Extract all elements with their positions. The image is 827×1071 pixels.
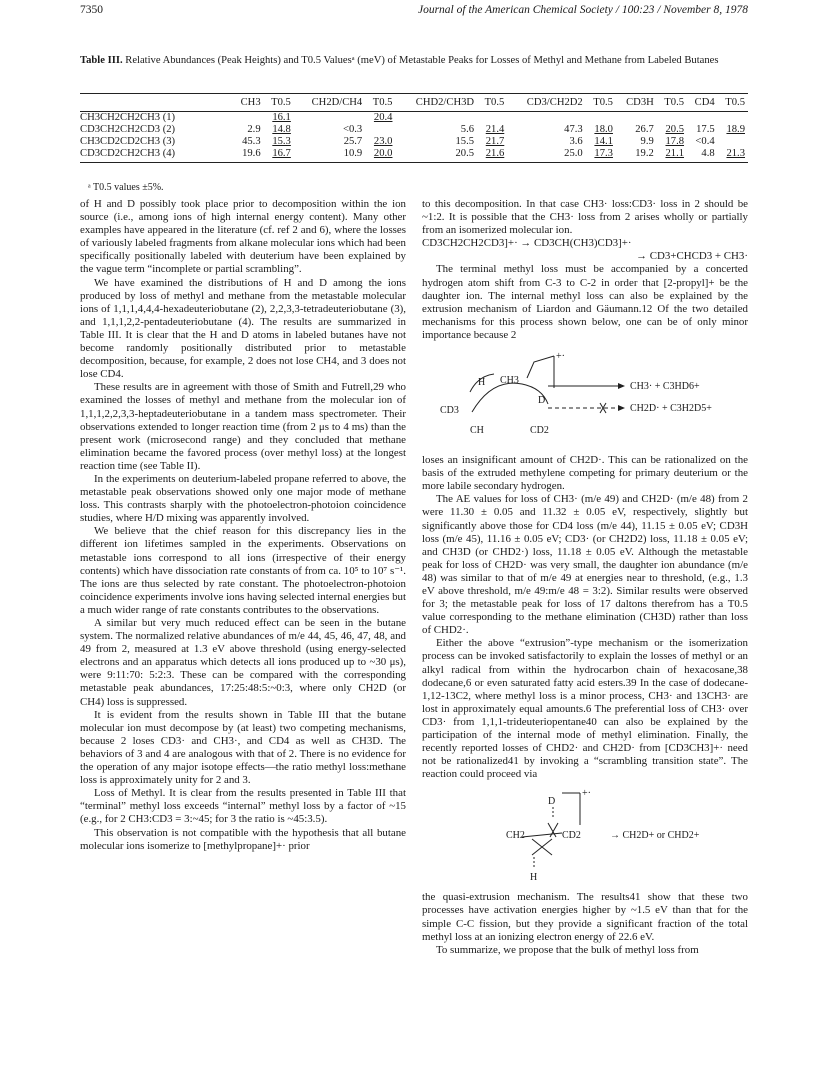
- equation-line-1: CD3CH2CH2CD3]+· → CD3CH(CH3)CD3]+·: [422, 237, 632, 250]
- table-cell: 9.9: [640, 136, 654, 148]
- label-d: D: [538, 395, 546, 407]
- table-row: [80, 112, 748, 125]
- table-row: [80, 136, 748, 148]
- table-cell: 21.3: [718, 148, 748, 163]
- equation: [422, 237, 748, 263]
- paragraph: To summarize, we propose that the bulk of methyl loss from: [436, 943, 699, 956]
- mechanism-scheme-2: [422, 785, 748, 889]
- th-cd4: CD4: [687, 94, 718, 112]
- table-cell: 20.4: [373, 112, 393, 124]
- table-cell: 17.3: [586, 148, 616, 163]
- label-product-2: CH2D· + C3H2D5+: [630, 403, 712, 415]
- th-chd2: CHD2/CH3D: [395, 94, 477, 112]
- page-header: [80, 0, 748, 18]
- th-t1: T0.5: [264, 94, 294, 112]
- paragraph: In the experiments on deuterium-labeled propane referred to above, the metastable peak observations showed only one major mode of methane loss. This contrasts sharply with the photoelectron-photoion coincidence studies, where H/D mixing was apparently involved.: [80, 472, 406, 525]
- paragraph: to this decomposition. In that case CH3· loss:CD3· loss in 2 should be ~1:2. It is possible that the CH3· loss from 2 arises wholly or partially from an isomerized molecular ion.: [422, 198, 748, 237]
- table-cell: 20.5: [665, 124, 685, 136]
- label-h: H: [478, 377, 486, 389]
- label-d: D: [548, 796, 556, 808]
- label-ch3: CH3: [500, 375, 519, 387]
- table-cell: 14.1: [594, 136, 613, 148]
- table-cell: 17.8: [665, 136, 685, 148]
- table-caption-text: Relative Abundances (Peak Heights) and T0.5 Valuesᵃ (meV) of Metastable Peaks for Losses of Methyl and Methane from Labeled Butanes: [125, 55, 719, 66]
- table-cell: [365, 124, 395, 136]
- bracket: [527, 356, 554, 378]
- table-cell: [718, 112, 748, 125]
- table-row: [80, 124, 748, 136]
- table-cell: 25.7: [343, 136, 363, 148]
- table-cell: 26.7: [635, 124, 654, 136]
- table-cell: 15.3: [272, 136, 291, 148]
- journal-title: Journal of the American Chemical Society / 100:23 / November 8, 1978: [417, 4, 748, 16]
- label-cd3: CD3: [440, 405, 459, 417]
- table-caption: [80, 55, 748, 68]
- th-ch2d: CH2D/CH4: [294, 94, 365, 112]
- table-footnote: ᵃ T0.5 values ±5%.: [88, 182, 164, 193]
- paragraph: of H and D possibly took place prior to decomposition within the ion source (i.e., among ions of high internal energy content). Many other examples have appeared in the literature (cf. ref 2 and 6), where the losses of variously labeled fragments from alkane molecular ions which had been specifically positionally labeled with deuterium have been explained by the vague term “incomplete or partial scrambling”.: [80, 198, 407, 276]
- paragraph: It is evident from the results shown in Table III that the butane molecular ion must decompose by (at least) two competing mechanisms, because 2 loses CD3· and CH3·, and CD4 as well as CH3D. The behaviors of 3 and 4 are analogous with that of 2. There is no evidence for the operation of any major isotope effects—the ratio methyl loss:methane loss is approximately unity for 2 and 3.: [80, 708, 406, 787]
- table-cell: 4.8: [687, 148, 718, 163]
- table-cell: [687, 112, 718, 125]
- table-cell: <0.3: [343, 124, 363, 136]
- cell-compound: CH3CD2CD2CH3 (3): [80, 136, 176, 148]
- table-cell: 21.7: [485, 136, 505, 148]
- table-cell: 16.1: [272, 112, 291, 124]
- paragraph: We believe that the chief reason for this discrepancy lies in the different ion lifetimes sampled in the experiments. Observations on metastable ions correspond to all ions (irrespective of their energy contents) which have dissociation rate constants of from ca. 10⁵ to 10⁷ s⁻¹. The ions are thus selected by rate constant. The photoelectron-photoion coincidence experiments involve ions having selected internal energies but a much wider range of rate constants contributes to the observations.: [80, 525, 406, 616]
- label-ch: CH: [470, 425, 484, 437]
- th-cd3: CD3/CH2D2: [507, 94, 585, 112]
- table-cell: 20.5: [395, 148, 477, 163]
- label-h: H: [530, 872, 538, 884]
- page-number: 7350: [80, 4, 103, 16]
- table-cell: [395, 112, 477, 125]
- th-t3: T0.5: [477, 94, 507, 112]
- table-cell: 18.0: [594, 124, 613, 136]
- table-cell: [477, 112, 507, 125]
- table-cell: [616, 112, 657, 125]
- table-cell: 45.3: [242, 136, 261, 148]
- label-cd2: CD2: [562, 830, 581, 842]
- label-product: → CH2D+ or CHD2+: [610, 830, 700, 842]
- th-ch3: CH3: [233, 94, 264, 112]
- table-cell: <0.4: [695, 136, 715, 148]
- table-cell: [233, 112, 264, 125]
- arrow-head-1: [618, 383, 625, 389]
- table-cell: [294, 112, 365, 125]
- th-t6: T0.5: [718, 94, 748, 112]
- label-charge: +·: [582, 788, 591, 800]
- cell-compound: CH3CH2CH2CH3 (1): [80, 112, 176, 124]
- table-cell: 21.4: [485, 124, 505, 136]
- paragraph: Loss of Methyl. It is clear from the results presented in Table III that “terminal” methyl loss exceeds “internal” methyl loss by a factor of ~15 (e.g., for 2 CH3:CD3 = 3:~45; for 3 the ratio is ~45:3.5).: [80, 787, 406, 826]
- bond: [548, 823, 556, 837]
- table-cell: 16.7: [264, 148, 294, 163]
- table-cell: 10.9: [294, 148, 365, 163]
- table-cell: 5.6: [460, 124, 475, 136]
- table-cell: 18.9: [726, 124, 745, 136]
- table-cell: 2.9: [247, 124, 261, 136]
- equation-line-2: → CD3+CHCD3 + CH3·: [636, 250, 748, 263]
- cell-compound: CD3CD2CH2CH3 (4): [80, 148, 233, 163]
- th-t5: T0.5: [657, 94, 687, 112]
- label-cd2: CD2: [530, 425, 549, 437]
- table-cell: 21.1: [657, 148, 687, 163]
- table-cell: 47.3: [564, 124, 583, 136]
- paragraph: The AE values for loss of CH3· (m/e 49) and CH2D· (m/e 48) from 2 were 11.30 ± 0.05 and 11.32 ± 0.05 eV, respectively, slightly but significantly above those for CD4 loss (m/e 44), 11.15 ± 0.05 eV; CD3H loss (m/e 45), 11.16 ± 0.05 eV; CD3· (or CH2D2) loss, 11.18 ± 0.05 eV; and CH3D (or CHD2·) loss, 11.18 ± 0.05 eV. Although the metastable peak for loss of CH2D· was very small, the daughter ion abundance (m/e 48) was similar to that of m/e 49 at energies near to threshold, (e.g., 1.3 eV above threshold, m/e 49:m/e 48 = 3:2). Similar results were observed for 3; the metastable peak for loss of 17 daltons therefrom has a T0.5 value corresponding to the methane elimination (CH3D) rather than loss of CHD2·.: [422, 493, 748, 637]
- table-cell: [657, 112, 687, 125]
- table-label: Table III.: [80, 55, 123, 66]
- table-cell: 19.2: [616, 148, 657, 163]
- th-t2: T0.5: [365, 94, 395, 112]
- paragraph: Either the above “extrusion”-type mechanism or the isomerization process can be invoked satisfactorily to explain the losses of methyl or an alkyl radical from within the hydrocarbon chain of hexacosane,38 dodecane,6 or even saturated fatty acid esters.39 In the case of dodecane-1,12-13C2, where methyl loss is a minor process, CH3· and 13CH3· are lost in approximately equal amounts.6 The preferential loss of CH3· over CD3· from 1,1,1-trideuteriopentane40 can also be explained by the participation of the internal mode of methyl elimination. Finally, the recently reported losses of CHD2· and CH2D· from [CD3CH3]+· need not be rationalized41 by invoking a “scrambling transition state”. The reaction could proceed via: [422, 637, 748, 781]
- th-cd3h: CD3H: [616, 94, 657, 112]
- data-table: [80, 93, 748, 163]
- table-cell: 14.8: [272, 124, 291, 136]
- th-t4: T0.5: [586, 94, 616, 112]
- table-cell: 21.6: [477, 148, 507, 163]
- arrow-head-2: [618, 405, 625, 411]
- label-ch2: CH2: [506, 830, 525, 842]
- table-header-row: [80, 94, 748, 112]
- mechanism-scheme-1: [422, 348, 748, 452]
- paragraph: The terminal methyl loss must be accompanied by a concerted hydrogen atom shift from C-3 to C-2 in order that [2-propyl]+ be the daughter ion. The internal methyl loss can also be explained by the extrusion mechanism of Liardon and Gäumann.12 Of the two detailed mechanisms for this process shown below, one can be of only minor importance because 2: [422, 263, 748, 341]
- table-cell: 3.6: [569, 136, 583, 148]
- bond: [550, 823, 558, 837]
- paragraph: A similar but very much reduced effect can be seen in the butane system. The normalized relative abundances of m/e 44, 45, 46, 47, 48, and 49 from 2, measured at 1.3 eV above threshold (using energy-selected electrons and an apparatus which detects all ions produced up to ~30 μs), were 9:11:70: 5:2:3. These can be compared with the corresponding metastable peak abundances, 17:25:48:5:~0:3, where only CH2D (or CH4) loss is suppressed.: [80, 617, 406, 708]
- paragraph: loses an insignificant amount of CH2D·. This can be rationalized on the basis of the extruded methylene competing for primary deuterium or the more labile secondary hydrogen.: [422, 454, 748, 493]
- table-row: [80, 148, 748, 163]
- table-cell: 23.0: [373, 136, 393, 148]
- label-charge: +·: [556, 351, 565, 363]
- table-cell: 15.5: [455, 136, 475, 148]
- paragraph: We have examined the distributions of H and D among the ions produced by loss of methyl and methane from the metastable molecular ions of 1,1,1,4,4,4-hexadeuteriobutane (2), 2,2,3,3-tetradeuteriobutane (3), and 1,1,1,2,2-pentadeuteriobutane (4). The results are summarized in Table III. It is clear that the H and D atoms in labeled butanes have not become randomly positionally distributed prior to metastable decomposition, because, for example, 2 does not lose CH4, and 3 does not lose CD4.: [80, 276, 406, 381]
- paragraph: These results are in agreement with those of Smith and Futrell,29 who examined the losses of methyl and methane from the molecular ion of 1,1,1,2,2,3,3-heptadeuteriobutane in a tandem mass spectrometer. Their observations extended to longer reaction time (from 2 μs to 4 ms) than the present work (microsecond range) and they concluded that methane elimination became the favored process (over methyl loss) at the longest reaction time (see Table II).: [80, 381, 406, 472]
- right-column: [422, 198, 748, 957]
- table-cell: 19.6: [233, 148, 264, 163]
- table-cell: [507, 112, 585, 125]
- table-cell: [586, 112, 616, 125]
- table-cell: 25.0: [507, 148, 585, 163]
- paragraph: the quasi-extrusion mechanism. The results41 show that these two processes have activation energies higher by ~1.5 eV than that for the simple C-C fission, but they provide a significant fraction of the total methyl loss at an ionizing electron energy of 22.6 eV.: [422, 891, 748, 943]
- table-cell: 17.5: [696, 124, 715, 136]
- paragraph: This observation is not compatible with the hypothesis that all butane molecular ions isomerize to [methylpropane]+· prior: [80, 826, 406, 852]
- table-cell: 20.0: [365, 148, 395, 163]
- left-column: [80, 198, 406, 853]
- label-product-1: CH3· + C3HD6+: [630, 381, 700, 393]
- th-compound: [80, 94, 233, 112]
- cell-compound: CD3CH2CH2CD3 (2): [80, 124, 176, 136]
- table-cell: [718, 136, 748, 148]
